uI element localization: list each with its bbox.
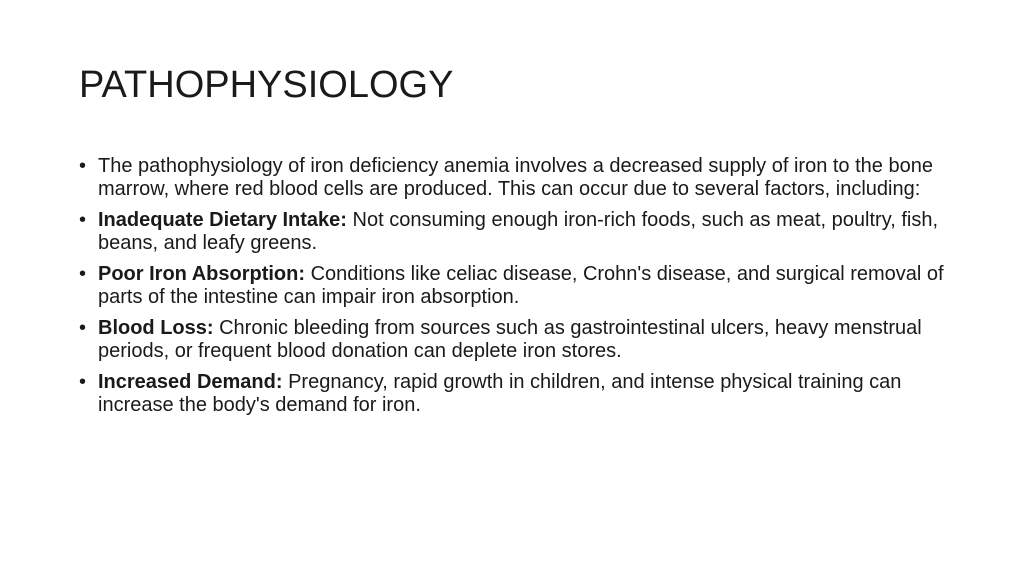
bullet-icon: • bbox=[79, 371, 87, 393]
bullet-term: Inadequate Dietary Intake: bbox=[98, 209, 353, 231]
bullet-text: The pathophysiology of iron deficiency anemia involves a decreased supply of iron to the bone marrow, where red blood cells are produced. This can occur due to several factors, including: bbox=[98, 155, 933, 200]
bullet-item-iron-absorption bbox=[79, 263, 959, 309]
bullet-icon: • bbox=[79, 263, 87, 285]
bullet-icon: • bbox=[79, 209, 87, 231]
bullet-item-dietary-intake bbox=[79, 209, 959, 255]
bullet-icon: • bbox=[79, 155, 87, 177]
bullet-term: Poor Iron Absorption: bbox=[98, 263, 311, 285]
bullet-item-increased-demand bbox=[79, 371, 959, 417]
bullet-text: Conditions like celiac disease, Crohn's disease, and surgical removal of parts of the intestine can impair iron absorption. bbox=[98, 263, 944, 308]
bullet-item-blood-loss bbox=[79, 317, 959, 363]
bullet-term: Increased Demand: bbox=[98, 371, 289, 393]
bullet-icon: • bbox=[79, 317, 87, 339]
bullet-text: Chronic bleeding from sources such as gastrointestinal ulcers, heavy menstrual periods, or frequent blood donation can deplete iron stores. bbox=[98, 317, 922, 362]
slide-title: PATHOPHYSIOLOGY bbox=[79, 64, 454, 106]
bullet-list bbox=[79, 155, 959, 425]
bullet-text: Not consuming enough iron-rich foods, such as meat, poultry, fish, beans, and leafy greens. bbox=[98, 209, 939, 254]
bullet-text: Pregnancy, rapid growth in children, and intense physical training can increase the body's demand for iron. bbox=[98, 371, 902, 416]
bullet-term: Blood Loss: bbox=[98, 317, 220, 339]
bullet-item-intro bbox=[79, 155, 959, 201]
